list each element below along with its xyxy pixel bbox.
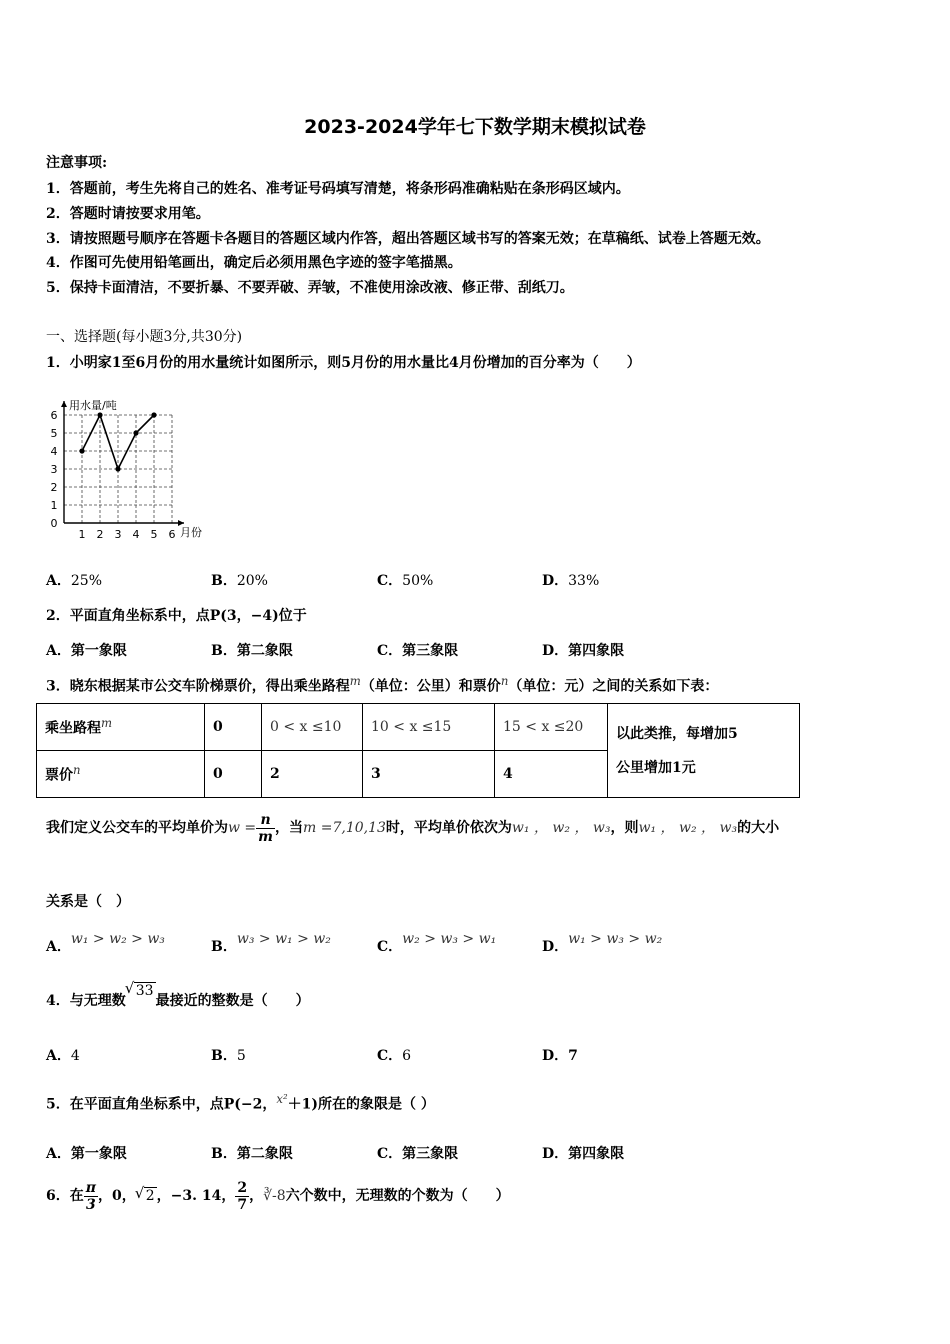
y-tick-label: 4 [50,445,58,458]
q5-option-a[interactable]: A．第一象限 [46,1146,127,1162]
y-tick-label: 2 [50,481,58,494]
table-cell: 3 [363,751,495,798]
data-point [151,412,156,417]
fraction: $\frac{\pi}{3}$ [85,1179,96,1213]
table-cell: 4 [495,751,608,798]
x-tick-label: 4 [132,528,140,541]
q4-option-d[interactable]: D．7 [542,1048,578,1064]
q4-stem: 4．与无理数√ 33最接近的整数是（ ） [46,990,310,1010]
q1-option-d[interactable]: D．33% [542,573,600,589]
q4-option-b[interactable]: B．5 [211,1048,246,1064]
page-title: 2023-2024学年七下数学期末模拟试卷 [304,116,646,138]
q1-option-c[interactable]: C．50% [377,573,434,589]
y-tick-label: 6 [50,409,58,422]
q3-definition: 我们定义公交车的平均单价为w = $\frac{n}{m}$ ，当m =7,10,13时，平均单价依次为w₁ ， w₂ ， w₃，则w₁ ， w₂ ， w₃的大小 [46,811,780,845]
x-axis-label: 月份 [180,526,202,539]
table-cell: 2 [262,751,363,798]
data-point [79,448,84,453]
q5-option-d[interactable]: D．第四象限 [542,1146,625,1162]
table-row [37,704,800,751]
data-point [115,466,120,471]
table-cell: 乘坐路程$^m$ [37,704,205,751]
q6-stem: 6．在 $\frac{\pi}{3}$ ，0，√ 2 ，−3. 14， $\frac{2}{7}$ ，∛-8六个数中，无理数的个数为（ ） [46,1176,510,1216]
x-tick-label: 1 [78,528,86,541]
fraction: $\frac{n}{m}$ [258,811,273,845]
data-point [97,412,102,417]
q3-relation: 关系是（ ） [46,894,130,910]
q2-option-a[interactable]: A．第一象限 [46,643,127,659]
y-axis-label: 用水量/吨 [69,399,117,412]
section-heading: 一、选择题(每小题3分,共30分) [46,329,243,345]
q1-option-b[interactable]: B．20% [211,573,268,589]
y-axis-arrow [61,401,67,407]
q3-option-c[interactable]: C．w₂ > w₃ > w₁ [377,931,497,955]
notice-item: 4．作图可先使用铅笔画出，确定后必须用黑色字迹的签字笔描黑。 [46,255,462,271]
q2-option-c[interactable]: C．第三象限 [377,643,459,659]
q4-option-a[interactable]: A．4 [46,1048,80,1064]
notice-item: 3．请按照题号顺序在答题卡各题目的答题区域内作答，超出答题区域书写的答案无效；在草稿纸、试卷上答题无效。 [46,231,770,247]
table-cell: 0 [205,704,262,751]
sqrt-2: √ 2 [144,1187,157,1204]
water-usage-chart [44,392,224,542]
x-tick-label: 3 [114,528,122,541]
fare-table [36,703,800,798]
y-tick-label: 3 [50,463,58,476]
notice-heading: 注意事项: [46,155,108,171]
q1-stem: 1．小明家1至6月份的用水量统计如图所示，则5月份的用水量比4月份增加的百分率为（ ） [46,355,641,371]
sqrt-33: √ 33 [134,982,156,999]
x-tick-label: 5 [150,528,158,541]
table-cell: 15 < x ≤20 [495,704,608,751]
x-tick-label: 6 [168,528,176,541]
y-tick-label: 1 [50,499,58,512]
table-cell: 0 [205,751,262,798]
y-tick-label: 5 [50,427,58,440]
y-tick-label: 0 [50,517,58,530]
table-cell: 0 < x ≤10 [262,704,363,751]
q4-option-c[interactable]: C．6 [377,1048,412,1064]
table-cell: 10 < x ≤15 [363,704,495,751]
q3-stem: 3．晓东根据某市公交车阶梯票价，得出乘坐路程$^m$（单位：公里）和票价$^n$（单位：元）之间的关系如下表： [46,674,719,695]
x-tick-label: 2 [96,528,104,541]
data-point [133,430,138,435]
q2-stem: 2．平面直角坐标系中，点P(3，−4)位于 [46,608,307,624]
q2-option-d[interactable]: D．第四象限 [542,643,625,659]
q3-option-a[interactable]: A．w₁ > w₂ > w₃ [46,931,165,955]
q3-option-d[interactable]: D．w₁ > w₃ > w₂ [542,931,663,955]
notice-item: 2．答题时请按要求用笔。 [46,206,210,222]
table-cell: 票价$^n$ [37,751,205,798]
notice-item: 5．保持卡面清洁，不要折暴、不要弄破、弄皱，不准使用涂改液、修正带、刮纸刀。 [46,280,574,296]
q5-stem: 5．在平面直角坐标系中，点P(−2，$^{x^2}$＋1)所在的象限是（ ） [46,1092,435,1113]
table-note-cell: 以此类推，每增加5 公里增加1元 [608,704,800,798]
q1-option-a[interactable]: A．25% [46,573,102,589]
q3-option-b[interactable]: B．w₃ > w₁ > w₂ [211,931,331,955]
fraction: $\frac{2}{7}$ [237,1179,248,1213]
q5-option-b[interactable]: B．第二象限 [211,1146,293,1162]
notice-item: 1．答题前，考生先将自己的姓名、准考证号码填写清楚，将条形码准确粘贴在条形码区域内。 [46,181,630,197]
q5-option-c[interactable]: C．第三象限 [377,1146,459,1162]
q2-option-b[interactable]: B．第二象限 [211,643,293,659]
